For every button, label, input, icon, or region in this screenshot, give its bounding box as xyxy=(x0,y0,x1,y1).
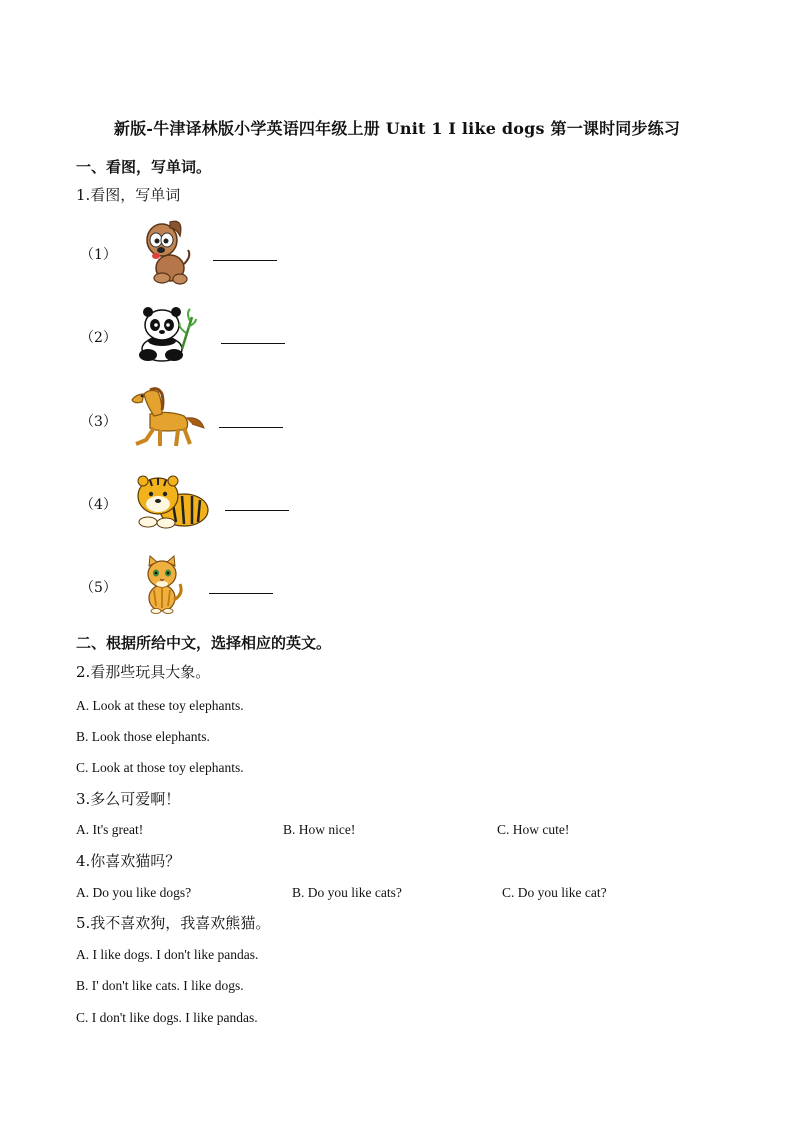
item-2-number: （2） xyxy=(80,330,117,346)
item-3-number: （3） xyxy=(80,414,117,430)
question-3-option-b[interactable]: B. How nice! xyxy=(283,822,356,837)
question-2-option-b[interactable]: B. Look those elephants. xyxy=(76,729,210,744)
page-title: 新版-牛津译林版小学英语四年级上册 Unit 1 I like dogs 第一课时同步练习 xyxy=(113,119,681,138)
question-2-prompt: 2.看那些玩具大象。 xyxy=(76,663,211,681)
question-4-prompt: 4.你喜欢猫吗？ xyxy=(76,852,181,870)
question-3-prompt: 3.多么可爱啊！ xyxy=(76,790,181,808)
answer-blank-3[interactable] xyxy=(219,427,283,428)
question-5-prompt: 5.我不喜欢狗，我喜欢熊猫。 xyxy=(76,914,271,932)
item-5-number: （5） xyxy=(80,580,117,596)
section-2-heading: 二、根据所给中文，选择相应的英文。 xyxy=(76,634,332,652)
cat-icon xyxy=(140,554,184,614)
question-3-option-c[interactable]: C. How cute! xyxy=(497,822,570,837)
answer-blank-5[interactable] xyxy=(209,593,273,594)
answer-blank-2[interactable] xyxy=(221,343,285,344)
item-1-number: （1） xyxy=(80,247,117,263)
question-1-prompt: 1.看图，写单词 xyxy=(76,186,181,204)
item-4-number: （4） xyxy=(80,497,117,513)
question-3-option-a[interactable]: A. It's great! xyxy=(76,822,144,837)
dog-icon xyxy=(140,216,192,286)
tiger-icon xyxy=(132,472,212,530)
answer-blank-4[interactable] xyxy=(225,510,289,511)
section-1-heading: 一、看图，写单词。 xyxy=(76,158,212,176)
question-4-option-c[interactable]: C. Do you like cat? xyxy=(502,885,607,900)
question-4-option-a[interactable]: A. Do you like dogs? xyxy=(76,885,192,900)
horse-icon xyxy=(128,386,206,450)
question-4-option-b[interactable]: B. Do you like cats? xyxy=(292,885,402,900)
answer-blank-1[interactable] xyxy=(213,260,277,261)
question-5-option-b[interactable]: B. I' don't like cats. I like dogs. xyxy=(76,978,244,993)
question-2-option-a[interactable]: A. Look at these toy elephants. xyxy=(76,698,244,713)
question-5-option-c[interactable]: C. I don't like dogs. I like pandas. xyxy=(76,1010,258,1025)
panda-icon xyxy=(138,305,198,363)
question-2-option-c[interactable]: C. Look at those toy elephants. xyxy=(76,760,244,775)
question-5-option-a[interactable]: A. I like dogs. I don't like pandas. xyxy=(76,947,259,962)
